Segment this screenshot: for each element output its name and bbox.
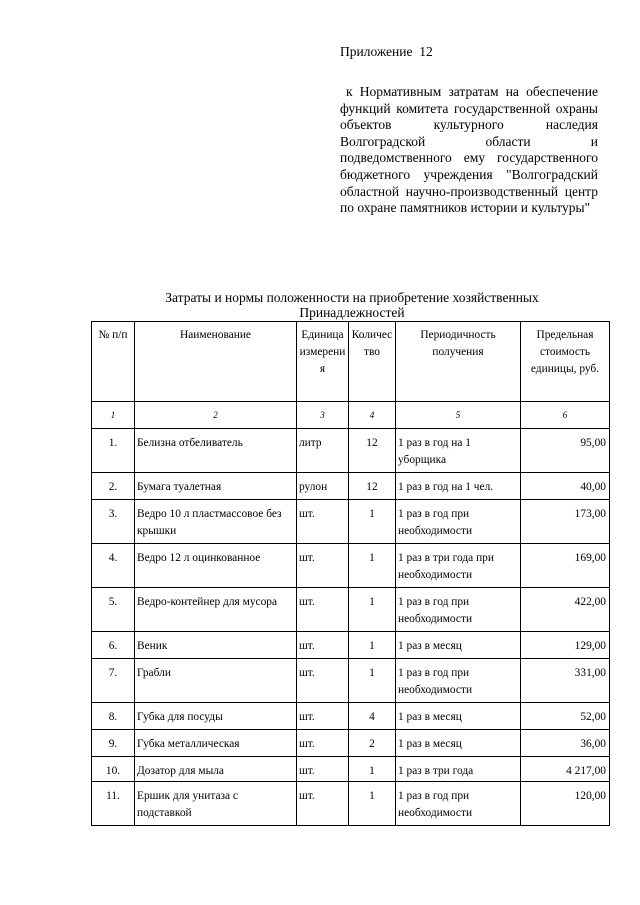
col-header-num: № п/п [92, 322, 135, 402]
row-qty: 1 [349, 544, 396, 588]
row-unit: шт. [297, 782, 349, 826]
row-name: Бумага туалетная [135, 473, 297, 500]
row-qty: 1 [349, 782, 396, 826]
table-row [92, 473, 610, 500]
row-unit: шт. [297, 703, 349, 730]
row-period: 1 раз в год при необходимости [396, 782, 521, 826]
row-name: Ершик для унитаза с подставкой [135, 782, 297, 826]
col-header-price: Предельная стоимость единицы, руб. [521, 322, 610, 402]
row-period: 1 раз в год на 1 чел. [396, 473, 521, 500]
row-price: 169,00 [521, 544, 610, 588]
table-row [92, 632, 610, 659]
row-name: Губка для посуды [135, 703, 297, 730]
col-number: 4 [349, 402, 396, 429]
row-num: 10. [92, 757, 135, 782]
table-row [92, 782, 610, 826]
row-price: 40,00 [521, 473, 610, 500]
row-name: Грабли [135, 659, 297, 703]
row-period: 1 раз в год на 1 уборщика [396, 429, 521, 473]
column-number-row [92, 402, 610, 429]
row-qty: 1 [349, 632, 396, 659]
row-name: Губка металлическая [135, 730, 297, 757]
row-num: 7. [92, 659, 135, 703]
row-num: 1. [92, 429, 135, 473]
row-unit: литр [297, 429, 349, 473]
row-unit: шт. [297, 632, 349, 659]
row-qty: 1 [349, 659, 396, 703]
row-price: 129,00 [521, 632, 610, 659]
row-price: 120,00 [521, 782, 610, 826]
col-number: 6 [521, 402, 610, 429]
row-qty: 1 [349, 588, 396, 632]
row-num: 9. [92, 730, 135, 757]
row-unit: шт. [297, 588, 349, 632]
row-price: 422,00 [521, 588, 610, 632]
row-price: 52,00 [521, 703, 610, 730]
row-price: 95,00 [521, 429, 610, 473]
row-name: Белизна отбеливатель [135, 429, 297, 473]
row-name: Ведро 12 л оцинкованное [135, 544, 297, 588]
row-name: Ведро-контейнер для мусора [135, 588, 297, 632]
col-header-name: Наименование [135, 322, 297, 402]
row-period: 1 раз в год при необходимости [396, 500, 521, 544]
table-row [92, 588, 610, 632]
row-qty: 1 [349, 757, 396, 782]
row-qty: 2 [349, 730, 396, 757]
col-number: 5 [396, 402, 521, 429]
row-qty: 1 [349, 500, 396, 544]
table-row [92, 544, 610, 588]
appendix-title: Приложение 12 [340, 44, 433, 59]
col-header-qty: Количество [349, 322, 396, 402]
row-num: 4. [92, 544, 135, 588]
row-price: 4 217,00 [521, 757, 610, 782]
row-period: 1 раз в год при необходимости [396, 659, 521, 703]
row-price: 36,00 [521, 730, 610, 757]
table-header-row [92, 322, 610, 402]
row-period: 1 раз в три года при необходимости [396, 544, 521, 588]
row-qty: 12 [349, 429, 396, 473]
row-unit: шт. [297, 544, 349, 588]
row-price: 331,00 [521, 659, 610, 703]
row-num: 11. [92, 782, 135, 826]
table-row [92, 659, 610, 703]
table-row [92, 429, 610, 473]
row-period: 1 раз в три года [396, 757, 521, 782]
row-period: 1 раз в год при необходимости [396, 588, 521, 632]
row-num: 5. [92, 588, 135, 632]
row-num: 8. [92, 703, 135, 730]
col-number: 2 [135, 402, 297, 429]
table-row [92, 730, 610, 757]
row-qty: 12 [349, 473, 396, 500]
row-unit: шт. [297, 730, 349, 757]
col-number: 3 [297, 402, 349, 429]
table-row [92, 500, 610, 544]
row-num: 6. [92, 632, 135, 659]
row-price: 173,00 [521, 500, 610, 544]
row-name: Дозатор для мыла [135, 757, 297, 782]
table-title-line2: Принадлежностей [299, 305, 405, 320]
row-period: 1 раз в месяц [396, 730, 521, 757]
col-header-period: Периодичность получения [396, 322, 521, 402]
row-period: 1 раз в месяц [396, 703, 521, 730]
row-unit: шт. [297, 757, 349, 782]
col-number: 1 [92, 402, 135, 429]
row-period: 1 раз в месяц [396, 632, 521, 659]
row-unit: шт. [297, 659, 349, 703]
table-title-line1: Затраты и нормы положенности на приобретение хозяйственных [165, 290, 539, 305]
row-num: 2. [92, 473, 135, 500]
row-unit: рулон [297, 473, 349, 500]
table-row [92, 757, 610, 782]
row-num: 3. [92, 500, 135, 544]
expenses-table [91, 321, 610, 826]
table-row [92, 703, 610, 730]
appendix-text: к Нормативным затратам на обеспечение функций комитета государственной охраны объектов культурного наследия Волгоградской области и подведомственного ему государственного бюджетного учреждения "Волгоградский областной научно-производственный центр по охране памятников истории и культуры" [340, 84, 598, 216]
table-title [90, 290, 614, 320]
row-unit: шт. [297, 500, 349, 544]
row-name: Веник [135, 632, 297, 659]
row-qty: 4 [349, 703, 396, 730]
col-header-unit: Единица измерения [297, 322, 349, 402]
row-name: Ведро 10 л пластмассовое без крышки [135, 500, 297, 544]
